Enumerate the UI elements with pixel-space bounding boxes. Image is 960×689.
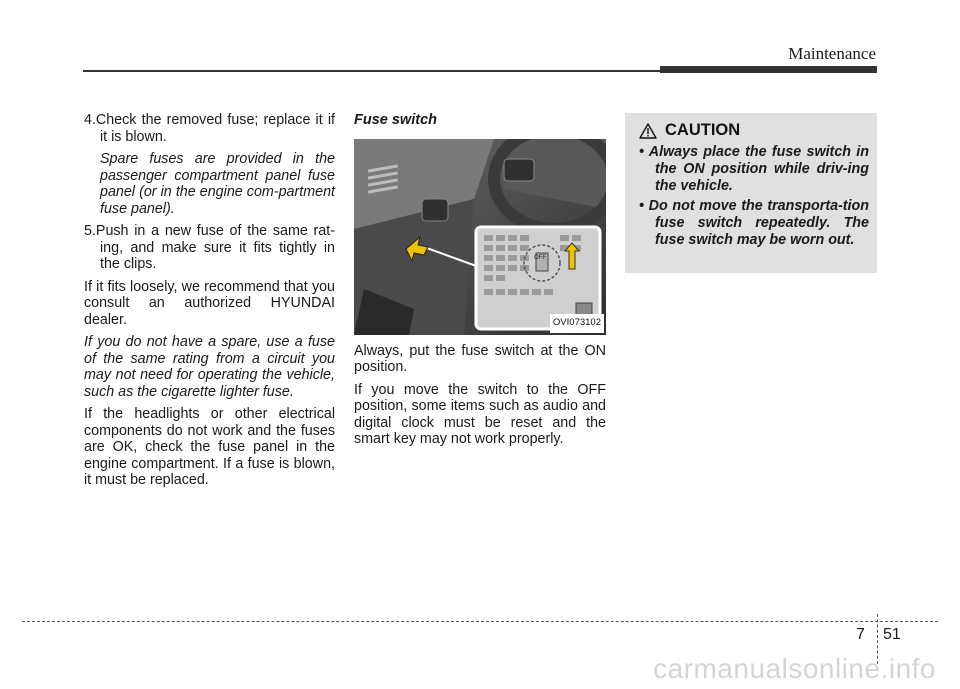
no-spare-note: If you do not have a spare, use a fuse of the same rating from a circuit you may not need for operating the vehicle, such as the cigarette lighter fuse. [84, 334, 335, 400]
fuse-switch-para-1: Always, put the fuse switch at the ON position. [354, 342, 606, 375]
headlights-paragraph: If the headlights or other electrical components do not work and the fuses are OK, check the fuse panel in the engine compartment. If a fuse is blown, it must be replaced. [84, 406, 335, 488]
middle-column [354, 112, 606, 454]
step-4: 4.Check the removed fuse; replace it if it is blown. [84, 112, 335, 145]
warning-triangle-icon [639, 123, 657, 139]
page-number: 51 [883, 626, 901, 643]
header-rule-thin [83, 70, 663, 72]
figure-code: OVI073102 [550, 314, 604, 333]
fuse-switch-para-2: If you move the switch to the OFF position, some items such as audio and digital clock must be reset and the smart key may not work properly. [354, 381, 606, 447]
footer-dashed-rule [22, 621, 938, 622]
left-column [84, 112, 335, 495]
caution-item-2: • Do not move the transporta-tion fuse switch repeatedly. The fuse switch may be worn out. [639, 198, 869, 248]
caution-item-1: • Always place the fuse switch in the ON position while driv-ing the vehicle. [639, 144, 869, 194]
header-rule-thick [660, 66, 877, 73]
step-5: 5.Push in a new fuse of the same rat-ing, and make sure it fits tightly in the clips. [84, 223, 335, 272]
dashboard-illustration [354, 139, 606, 335]
section-title: Maintenance [788, 44, 876, 63]
caution-list [631, 144, 869, 249]
chapter-number: 7 [856, 626, 865, 643]
off-label: OFF [534, 254, 546, 261]
loose-fuse-advice: If it fits loosely, we recommend that you consult an authorized HYUNDAI dealer. [84, 278, 335, 328]
watermark: carmanualsonline.info [653, 653, 936, 684]
fuse-switch-heading: Fuse switch [354, 112, 437, 128]
caution-header [639, 121, 869, 140]
caution-title: CAUTION [665, 121, 741, 139]
caution-box [625, 113, 877, 273]
spare-fuse-note: Spare fuses are provided in the passenger compartment panel fuse panel (or in the engine com-partment fuse panel). [100, 151, 335, 217]
fuse-switch-figure [354, 139, 606, 335]
